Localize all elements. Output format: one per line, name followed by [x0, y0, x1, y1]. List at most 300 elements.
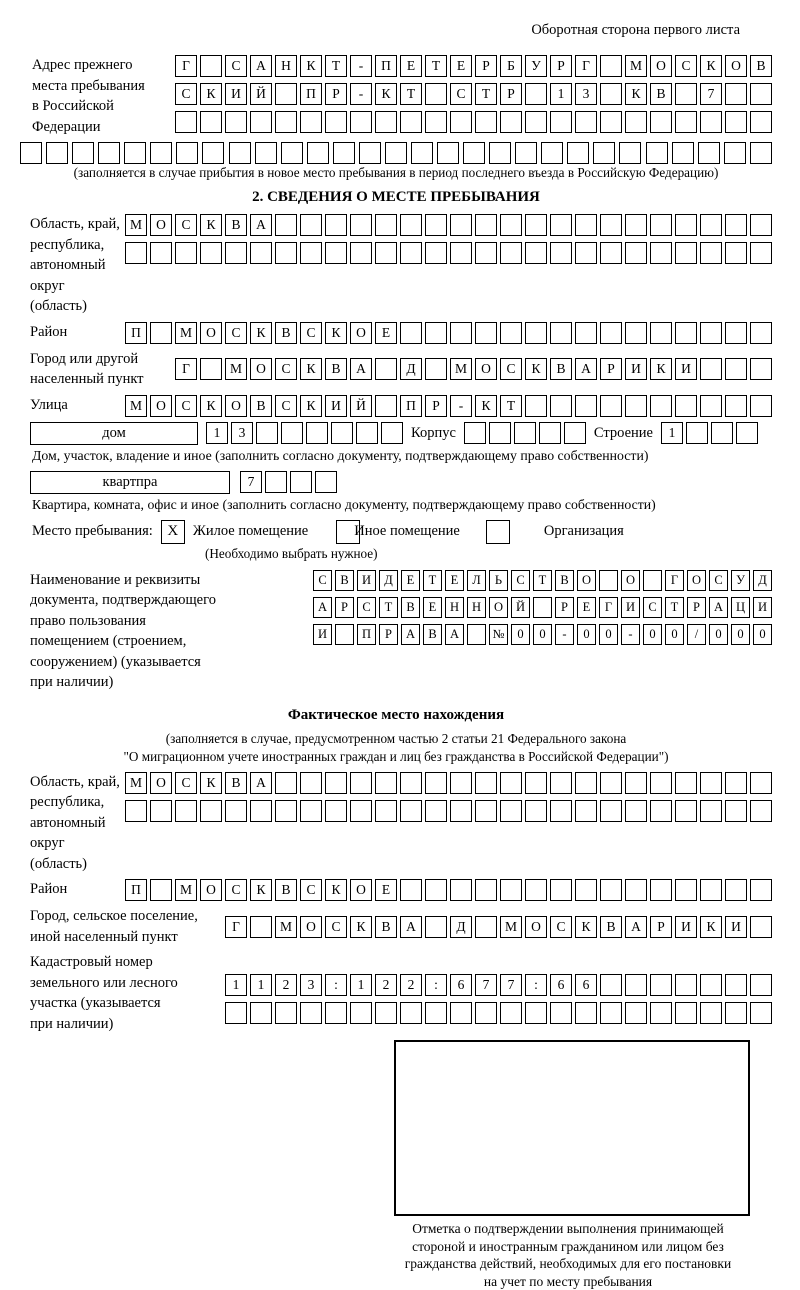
char-cell: С [709, 570, 728, 591]
char-cell [525, 772, 547, 794]
label-line: земельного или лесного [30, 973, 225, 994]
prev-address-block [20, 55, 772, 137]
char-cell [625, 879, 647, 901]
char-cell: Е [450, 55, 472, 77]
char-cell [290, 471, 312, 493]
char-cell: О [525, 916, 547, 938]
char-cell: Л [467, 570, 486, 591]
char-cell [725, 800, 747, 822]
char-cell [625, 772, 647, 794]
char-cell [356, 422, 378, 444]
char-cell: И [675, 916, 697, 938]
fact-district-row [125, 879, 772, 901]
char-cell: С [550, 916, 572, 938]
label-line: автономный [30, 255, 125, 276]
char-cell: М [175, 879, 197, 901]
char-cell [500, 111, 522, 133]
char-cell: В [423, 624, 442, 645]
char-cell: Е [423, 597, 442, 618]
apartment-block [30, 471, 772, 494]
char-cell: О [150, 395, 172, 417]
char-cell [450, 322, 472, 344]
char-cell: К [325, 879, 347, 901]
char-cell [550, 395, 572, 417]
char-cell [350, 800, 372, 822]
char-cell [550, 1002, 572, 1024]
char-cell [425, 322, 447, 344]
char-cell [375, 395, 397, 417]
char-cell: : [325, 974, 347, 996]
char-cell [500, 879, 522, 901]
char-cell [700, 800, 722, 822]
char-cell: Д [450, 916, 472, 938]
char-cell [225, 1002, 247, 1024]
label-line: населенный пункт [30, 369, 175, 390]
label-line: при наличии) [30, 1014, 225, 1035]
char-cell [550, 800, 572, 822]
char-cell [350, 242, 372, 264]
label-line: гражданства действий, необходимых для его постановки [364, 1255, 772, 1273]
char-cell [514, 422, 536, 444]
char-cell [567, 142, 589, 164]
char-cell: Ь [489, 570, 508, 591]
char-cell [600, 772, 622, 794]
char-cell [500, 242, 522, 264]
char-cell: К [250, 879, 272, 901]
char-cell [475, 214, 497, 236]
char-cell: В [225, 772, 247, 794]
char-cell [675, 242, 697, 264]
char-cell: К [625, 83, 647, 105]
char-cell: К [375, 83, 397, 105]
char-cell: С [225, 55, 247, 77]
label-line: Город или другой [30, 349, 175, 370]
s2-city-block [20, 349, 772, 390]
char-cell [646, 142, 668, 164]
char-cell [698, 142, 720, 164]
char-cell: П [125, 322, 147, 344]
char-cell: О [150, 214, 172, 236]
char-cell: 1 [550, 83, 572, 105]
char-cell [600, 214, 622, 236]
char-cell [550, 242, 572, 264]
char-cell: 3 [300, 974, 322, 996]
char-cell [281, 142, 303, 164]
char-cell: Р [425, 395, 447, 417]
fact-district-block [20, 879, 772, 901]
char-cell [489, 422, 511, 444]
char-cell [381, 422, 403, 444]
cadastral-label [20, 952, 225, 1034]
char-cell [750, 800, 772, 822]
stroenie-row [661, 422, 758, 444]
char-cell [550, 322, 572, 344]
char-cell: Н [275, 55, 297, 77]
char-cell: Р [550, 55, 572, 77]
char-cell [593, 142, 615, 164]
char-cell: В [275, 322, 297, 344]
char-cell: 6 [450, 974, 472, 996]
char-cell [450, 242, 472, 264]
char-cell [450, 772, 472, 794]
char-cell: К [200, 772, 222, 794]
char-cell [425, 800, 447, 822]
char-cell [675, 974, 697, 996]
char-cell [450, 214, 472, 236]
char-cell: В [325, 358, 347, 380]
char-cell [675, 214, 697, 236]
char-cell: 7 [700, 83, 722, 105]
char-cell [150, 800, 172, 822]
char-cell [625, 395, 647, 417]
char-cell [650, 395, 672, 417]
char-cell: С [300, 879, 322, 901]
char-cell: А [445, 624, 464, 645]
char-cell [124, 142, 146, 164]
label-line: участка (указывается [30, 993, 225, 1014]
char-cell [475, 772, 497, 794]
s2-city-label [20, 349, 175, 390]
char-cell: О [577, 570, 596, 591]
char-cell [575, 395, 597, 417]
char-cell: Р [687, 597, 706, 618]
char-cell: С [225, 322, 247, 344]
char-cell: 6 [575, 974, 597, 996]
label-line: сооружением) (указывается [30, 652, 313, 673]
char-cell [475, 879, 497, 901]
char-cell [725, 772, 747, 794]
char-cell [437, 142, 459, 164]
char-cell: У [525, 55, 547, 77]
char-cell [750, 322, 772, 344]
char-cell [350, 772, 372, 794]
prev-address-row-4 [20, 142, 772, 164]
char-cell: 0 [577, 624, 596, 645]
char-cell [175, 111, 197, 133]
char-cell: В [555, 570, 574, 591]
char-cell [425, 1002, 447, 1024]
char-cell [750, 879, 772, 901]
cadastral-row-1 [225, 974, 772, 996]
char-cell [711, 422, 733, 444]
char-cell [575, 322, 597, 344]
char-cell: 0 [643, 624, 662, 645]
s2-district-label: Район [20, 322, 125, 343]
char-cell [564, 422, 586, 444]
char-cell [600, 55, 622, 77]
char-cell [325, 111, 347, 133]
label-line: места пребывания [32, 76, 175, 97]
char-cell [750, 974, 772, 996]
char-cell [700, 772, 722, 794]
char-cell: Е [401, 570, 420, 591]
char-cell [350, 1002, 372, 1024]
label-line: республика, [30, 235, 125, 256]
char-cell: 1 [661, 422, 683, 444]
label-line: Отметка о подтверждении выполнения принимающей [364, 1220, 772, 1238]
char-cell [20, 142, 42, 164]
prev-address-note: (заполняется в случае прибытия в новое место пребывания в период последнего въезда в Российскую Федерацию) [20, 165, 772, 181]
s2-street-row [125, 395, 772, 417]
char-cell: - [450, 395, 472, 417]
char-cell [256, 422, 278, 444]
char-cell [425, 83, 447, 105]
char-cell: К [300, 395, 322, 417]
house-block [30, 422, 772, 445]
char-cell: Т [533, 570, 552, 591]
char-cell: А [401, 624, 420, 645]
apartment-caption: Квартира, комната, офис и иное (заполнить согласно документу, подтверждающему право собственности) [32, 497, 772, 513]
char-cell [700, 1002, 722, 1024]
char-cell: Р [335, 597, 354, 618]
char-cell [200, 111, 222, 133]
char-cell: С [357, 597, 376, 618]
char-cell [250, 1002, 272, 1024]
cadastral-rows [225, 952, 772, 1024]
char-cell [275, 242, 297, 264]
char-cell [425, 879, 447, 901]
char-cell [250, 242, 272, 264]
char-cell: А [575, 358, 597, 380]
char-cell: К [525, 358, 547, 380]
char-cell [650, 879, 672, 901]
char-cell [275, 800, 297, 822]
char-cell [400, 322, 422, 344]
char-cell: М [225, 358, 247, 380]
prev-address-row-3 [175, 111, 772, 133]
char-cell: С [500, 358, 522, 380]
char-cell [175, 242, 197, 264]
char-cell [450, 800, 472, 822]
char-cell: К [250, 322, 272, 344]
fact-city-block [20, 906, 772, 947]
korpus-label: Корпус [411, 425, 456, 442]
char-cell: К [200, 395, 222, 417]
label-line: на учет по месту пребывания [364, 1273, 772, 1290]
char-cell [463, 142, 485, 164]
char-cell [725, 111, 747, 133]
apartment-type-box: квартпра [30, 471, 230, 494]
char-cell [46, 142, 68, 164]
char-cell: С [313, 570, 332, 591]
char-cell [650, 974, 672, 996]
char-cell [425, 358, 447, 380]
char-cell: М [125, 214, 147, 236]
char-cell [625, 214, 647, 236]
char-cell: Е [577, 597, 596, 618]
char-cell: Е [445, 570, 464, 591]
char-cell: Г [575, 55, 597, 77]
label-line: Область, край, [30, 214, 125, 235]
char-cell: О [200, 879, 222, 901]
char-cell: Й [250, 83, 272, 105]
char-cell: Т [423, 570, 442, 591]
char-cell [225, 242, 247, 264]
char-cell [400, 214, 422, 236]
char-cell [575, 772, 597, 794]
char-cell [600, 242, 622, 264]
char-cell [500, 322, 522, 344]
char-cell: Г [175, 358, 197, 380]
cadastral-row-2 [225, 1002, 772, 1024]
char-cell: Д [379, 570, 398, 591]
label-line: (область) [30, 854, 125, 875]
char-cell [750, 214, 772, 236]
char-cell [411, 142, 433, 164]
document-row-2 [313, 597, 772, 618]
char-cell [400, 242, 422, 264]
char-cell: О [687, 570, 706, 591]
char-cell [650, 111, 672, 133]
char-cell: - [555, 624, 574, 645]
char-cell [275, 83, 297, 105]
char-cell: : [425, 974, 447, 996]
label-line: иной населенный пункт [30, 927, 225, 948]
char-cell [675, 395, 697, 417]
char-cell [525, 395, 547, 417]
char-cell [725, 358, 747, 380]
char-cell [307, 142, 329, 164]
char-cell [385, 142, 407, 164]
char-cell: Е [400, 55, 422, 77]
char-cell [725, 242, 747, 264]
label-line: республика, [30, 792, 125, 813]
char-cell [375, 772, 397, 794]
char-cell [643, 570, 662, 591]
char-cell [350, 111, 372, 133]
char-cell: С [675, 55, 697, 77]
korpus-row [464, 422, 586, 444]
char-cell [325, 214, 347, 236]
char-cell [500, 1002, 522, 1024]
char-cell: М [625, 55, 647, 77]
char-cell [325, 772, 347, 794]
char-cell: И [625, 358, 647, 380]
char-cell [425, 916, 447, 938]
char-cell [750, 142, 772, 164]
char-cell: С [175, 214, 197, 236]
char-cell: 2 [275, 974, 297, 996]
char-cell [255, 142, 277, 164]
confirmation-stamp-box [394, 1040, 750, 1216]
fact-region-label [20, 772, 125, 875]
document-block [20, 570, 772, 693]
char-cell: У [731, 570, 750, 591]
char-cell: Г [599, 597, 618, 618]
fact-city-label [20, 906, 225, 947]
char-cell [333, 142, 355, 164]
char-cell: Р [500, 83, 522, 105]
char-cell [500, 800, 522, 822]
char-cell: П [357, 624, 376, 645]
char-cell [475, 800, 497, 822]
document-label [20, 570, 313, 693]
char-cell [335, 624, 354, 645]
char-cell: - [350, 55, 372, 77]
char-cell [619, 142, 641, 164]
char-cell: В [550, 358, 572, 380]
page-side-note: Оборотная сторона первого листа [20, 22, 740, 39]
char-cell [229, 142, 251, 164]
char-cell: Г [225, 916, 247, 938]
s2-region-row-2 [125, 242, 772, 264]
char-cell [315, 471, 337, 493]
char-cell: Р [555, 597, 574, 618]
char-cell [475, 111, 497, 133]
char-cell [400, 879, 422, 901]
char-cell [750, 772, 772, 794]
char-cell: Р [600, 358, 622, 380]
stay-option-organization-label: Организация [544, 523, 624, 540]
char-cell [550, 879, 572, 901]
label-line: стороной и иностранным гражданином или лицом без [364, 1238, 772, 1256]
char-cell: М [125, 395, 147, 417]
char-cell [200, 358, 222, 380]
char-cell [475, 322, 497, 344]
s2-street-label: Улица [20, 395, 125, 416]
char-cell: Р [650, 916, 672, 938]
char-cell [650, 1002, 672, 1024]
char-cell [541, 142, 563, 164]
char-cell [600, 111, 622, 133]
char-cell [575, 800, 597, 822]
char-cell [724, 142, 746, 164]
char-cell: Р [379, 624, 398, 645]
char-cell: О [475, 358, 497, 380]
char-cell [200, 800, 222, 822]
char-cell: Б [500, 55, 522, 77]
stroenie-label: Строение [594, 425, 653, 442]
char-cell [625, 111, 647, 133]
char-cell: О [725, 55, 747, 77]
prev-address-label [20, 55, 175, 137]
char-cell: 1 [206, 422, 228, 444]
char-cell: С [225, 879, 247, 901]
label-line: помещением (строением, [30, 631, 313, 652]
char-cell: Г [665, 570, 684, 591]
char-cell [575, 111, 597, 133]
char-cell: О [350, 879, 372, 901]
char-cell: К [300, 358, 322, 380]
char-cell [325, 242, 347, 264]
char-cell [550, 772, 572, 794]
char-cell [750, 395, 772, 417]
char-cell [675, 111, 697, 133]
char-cell [625, 1002, 647, 1024]
char-cell: К [350, 916, 372, 938]
s2-region-rows [125, 214, 772, 264]
char-cell: К [200, 214, 222, 236]
char-cell: В [225, 214, 247, 236]
char-cell [425, 772, 447, 794]
char-cell [650, 214, 672, 236]
char-cell [300, 800, 322, 822]
char-cell [725, 974, 747, 996]
char-cell: И [621, 597, 640, 618]
label-line: при наличии) [30, 672, 313, 693]
char-cell [650, 772, 672, 794]
char-cell [700, 242, 722, 264]
char-cell: К [325, 322, 347, 344]
char-cell [450, 111, 472, 133]
char-cell: А [250, 772, 272, 794]
char-cell [275, 772, 297, 794]
section2-title: 2. СВЕДЕНИЯ О МЕСТЕ ПРЕБЫВАНИЯ [20, 189, 772, 206]
char-cell: Й [350, 395, 372, 417]
char-cell [700, 358, 722, 380]
label-line: в Российской [32, 96, 175, 117]
char-cell [425, 111, 447, 133]
